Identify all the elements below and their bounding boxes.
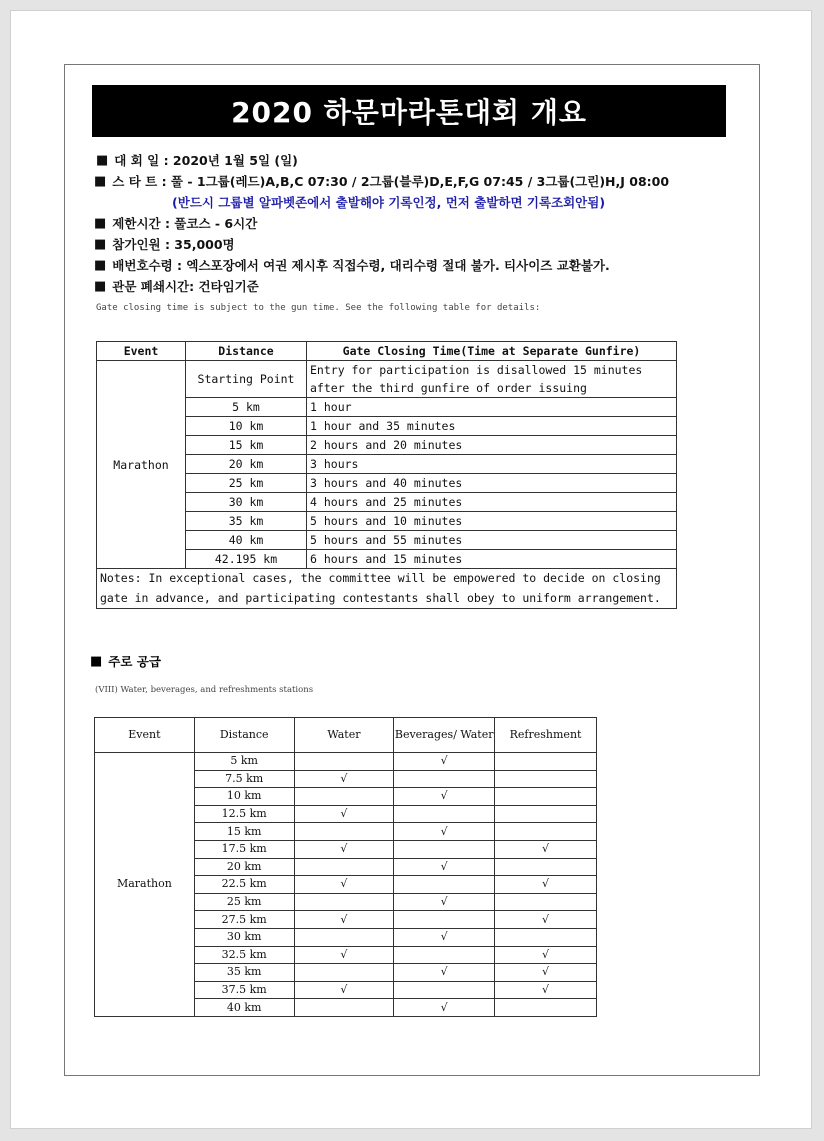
time-cell: 2 hours and 20 minutes — [307, 436, 677, 455]
square-bullet-icon: ■ — [94, 237, 107, 252]
water-cell: √ — [294, 770, 394, 788]
distance-cell: 35 km — [194, 964, 294, 982]
table-header: Event — [95, 718, 195, 753]
section-title: 주로 공급 — [108, 654, 161, 669]
info-line-bib — [90, 255, 750, 276]
distance-cell: 15 km — [194, 823, 294, 841]
water-cell — [294, 753, 394, 771]
distance-cell: 20 km — [186, 455, 307, 474]
info-line-time-limit — [90, 213, 750, 234]
info-line-participants — [90, 234, 750, 255]
square-bullet-icon: ■ — [94, 258, 107, 273]
distance-cell: 37.5 km — [194, 981, 294, 999]
distance-cell: 35 km — [186, 512, 307, 531]
beverages-cell: √ — [394, 858, 495, 876]
refreshment-cell — [495, 770, 597, 788]
beverages-cell — [394, 876, 495, 894]
distance-cell: 5 km — [194, 753, 294, 771]
water-cell — [294, 964, 394, 982]
square-bullet-icon: ■ — [90, 653, 103, 669]
distance-cell: 10 km — [194, 788, 294, 806]
refreshment-cell — [495, 823, 597, 841]
refreshment-cell: √ — [495, 876, 597, 894]
water-cell: √ — [294, 981, 394, 999]
distance-cell: 5 km — [186, 398, 307, 417]
table-header: Beverages/ Water — [394, 718, 495, 753]
distance-cell: 25 km — [186, 474, 307, 493]
time-cell: 5 hours and 55 minutes — [307, 531, 677, 550]
table-row — [97, 361, 677, 398]
time-cell: 5 hours and 10 minutes — [307, 512, 677, 531]
distance-cell: 12.5 km — [194, 805, 294, 823]
info-text: 제한시간 : 풀코스 - 6시간 — [112, 216, 258, 231]
table-header: Refreshment — [495, 718, 597, 753]
square-bullet-icon: ■ — [96, 153, 109, 168]
refreshment-cell: √ — [495, 840, 597, 858]
square-bullet-icon: ■ — [94, 216, 107, 231]
water-cell: √ — [294, 946, 394, 964]
distance-cell: 40 km — [186, 531, 307, 550]
water-cell: √ — [294, 876, 394, 894]
info-line-start — [90, 171, 750, 192]
table-header-row — [95, 718, 597, 753]
time-cell: 1 hour and 35 minutes — [307, 417, 677, 436]
refreshment-cell: √ — [495, 946, 597, 964]
refreshment-cell — [495, 928, 597, 946]
water-cell — [294, 893, 394, 911]
water-cell — [294, 999, 394, 1017]
event-cell: Marathon — [97, 361, 186, 569]
beverages-cell — [394, 946, 495, 964]
table-header: Event — [97, 342, 186, 361]
beverages-cell: √ — [394, 788, 495, 806]
gate-closing-table — [96, 341, 677, 609]
refreshment-cell — [495, 893, 597, 911]
beverages-cell — [394, 911, 495, 929]
beverages-cell: √ — [394, 823, 495, 841]
event-cell: Marathon — [95, 753, 195, 1017]
distance-cell: Starting Point — [186, 361, 307, 398]
time-cell: 1 hour — [307, 398, 677, 417]
distance-cell: 20 km — [194, 858, 294, 876]
distance-cell: 27.5 km — [194, 911, 294, 929]
refreshment-cell: √ — [495, 911, 597, 929]
refreshment-cell — [495, 753, 597, 771]
page-title: 2020 하문마라톤대회 개요 — [92, 85, 726, 137]
water-cell — [294, 788, 394, 806]
table-notes-row — [97, 569, 677, 609]
info-text: 참가인원 : 35,000명 — [112, 237, 235, 252]
beverages-cell — [394, 981, 495, 999]
refreshment-cell: √ — [495, 964, 597, 982]
water-cell — [294, 823, 394, 841]
info-text: 관문 폐쇄시간: 건타임기준 — [112, 279, 259, 294]
time-cell: Entry for participation is disallowed 15 minutes after the third gunfire of order issuing — [307, 361, 677, 398]
distance-cell: 32.5 km — [194, 946, 294, 964]
info-text: 스 타 트 : 풀 - 1그룹(레드)A,B,C 07:30 / 2그룹(블루)D,E,F,G 07:45 / 3그룹(그린)H,J 08:00 — [112, 174, 670, 189]
square-bullet-icon: ■ — [94, 174, 107, 189]
table-header: Water — [294, 718, 394, 753]
refreshment-cell — [495, 858, 597, 876]
distance-cell: 17.5 km — [194, 840, 294, 858]
water-cell: √ — [294, 911, 394, 929]
table-row — [95, 753, 597, 771]
time-cell: 6 hours and 15 minutes — [307, 550, 677, 569]
beverages-cell: √ — [394, 928, 495, 946]
info-text: 배번호수령 : 엑스포장에서 여권 제시후 직접수령, 대리수령 절대 불가. 티사이즈 교환불가. — [112, 258, 610, 273]
refreshment-cell — [495, 999, 597, 1017]
distance-cell: 22.5 km — [194, 876, 294, 894]
beverages-cell: √ — [394, 999, 495, 1017]
beverages-cell — [394, 770, 495, 788]
water-cell — [294, 858, 394, 876]
beverages-cell — [394, 840, 495, 858]
gate-note: Gate closing time is subject to the gun time. See the following table for details: — [96, 303, 541, 313]
distance-cell: 15 km — [186, 436, 307, 455]
distance-cell: 7.5 km — [194, 770, 294, 788]
info-text: 대 회 일 : 2020년 1월 5일 (일) — [114, 153, 298, 168]
refreshment-cell — [495, 805, 597, 823]
refreshment-cell — [495, 788, 597, 806]
distance-cell: 42.195 km — [186, 550, 307, 569]
info-line-gate — [90, 276, 750, 297]
water-cell: √ — [294, 805, 394, 823]
supply-section-heading — [90, 652, 161, 670]
table-header: Gate Closing Time(Time at Separate Gunfire) — [307, 342, 677, 361]
time-cell: 3 hours and 40 minutes — [307, 474, 677, 493]
square-bullet-icon: ■ — [94, 279, 107, 294]
distance-cell: 40 km — [194, 999, 294, 1017]
table-header: Distance — [186, 342, 307, 361]
refreshment-cell: √ — [495, 981, 597, 999]
table-header: Distance — [194, 718, 294, 753]
beverages-cell: √ — [394, 753, 495, 771]
distance-cell: 10 km — [186, 417, 307, 436]
info-text: (반드시 그룹별 알파벳존에서 출발해야 기록인정, 먼저 출발하면 기록조회안됨) — [172, 195, 606, 210]
water-cell — [294, 928, 394, 946]
supply-stations-table — [94, 717, 597, 1017]
beverages-cell: √ — [394, 964, 495, 982]
event-info — [90, 150, 750, 297]
beverages-cell: √ — [394, 893, 495, 911]
distance-cell: 25 km — [194, 893, 294, 911]
supply-note: (VIII) Water, beverages, and refreshments stations — [95, 685, 314, 695]
time-cell: 3 hours — [307, 455, 677, 474]
time-cell: 4 hours and 25 minutes — [307, 493, 677, 512]
distance-cell: 30 km — [194, 928, 294, 946]
distance-cell: 30 km — [186, 493, 307, 512]
info-line-date — [90, 150, 750, 171]
water-cell: √ — [294, 840, 394, 858]
notes-cell: Notes: In exceptional cases, the committee will be empowered to decide on closing gate in advance, and participating contestants shall obey to uniform arrangement. — [97, 569, 677, 609]
info-line-start-note — [90, 192, 750, 213]
beverages-cell — [394, 805, 495, 823]
